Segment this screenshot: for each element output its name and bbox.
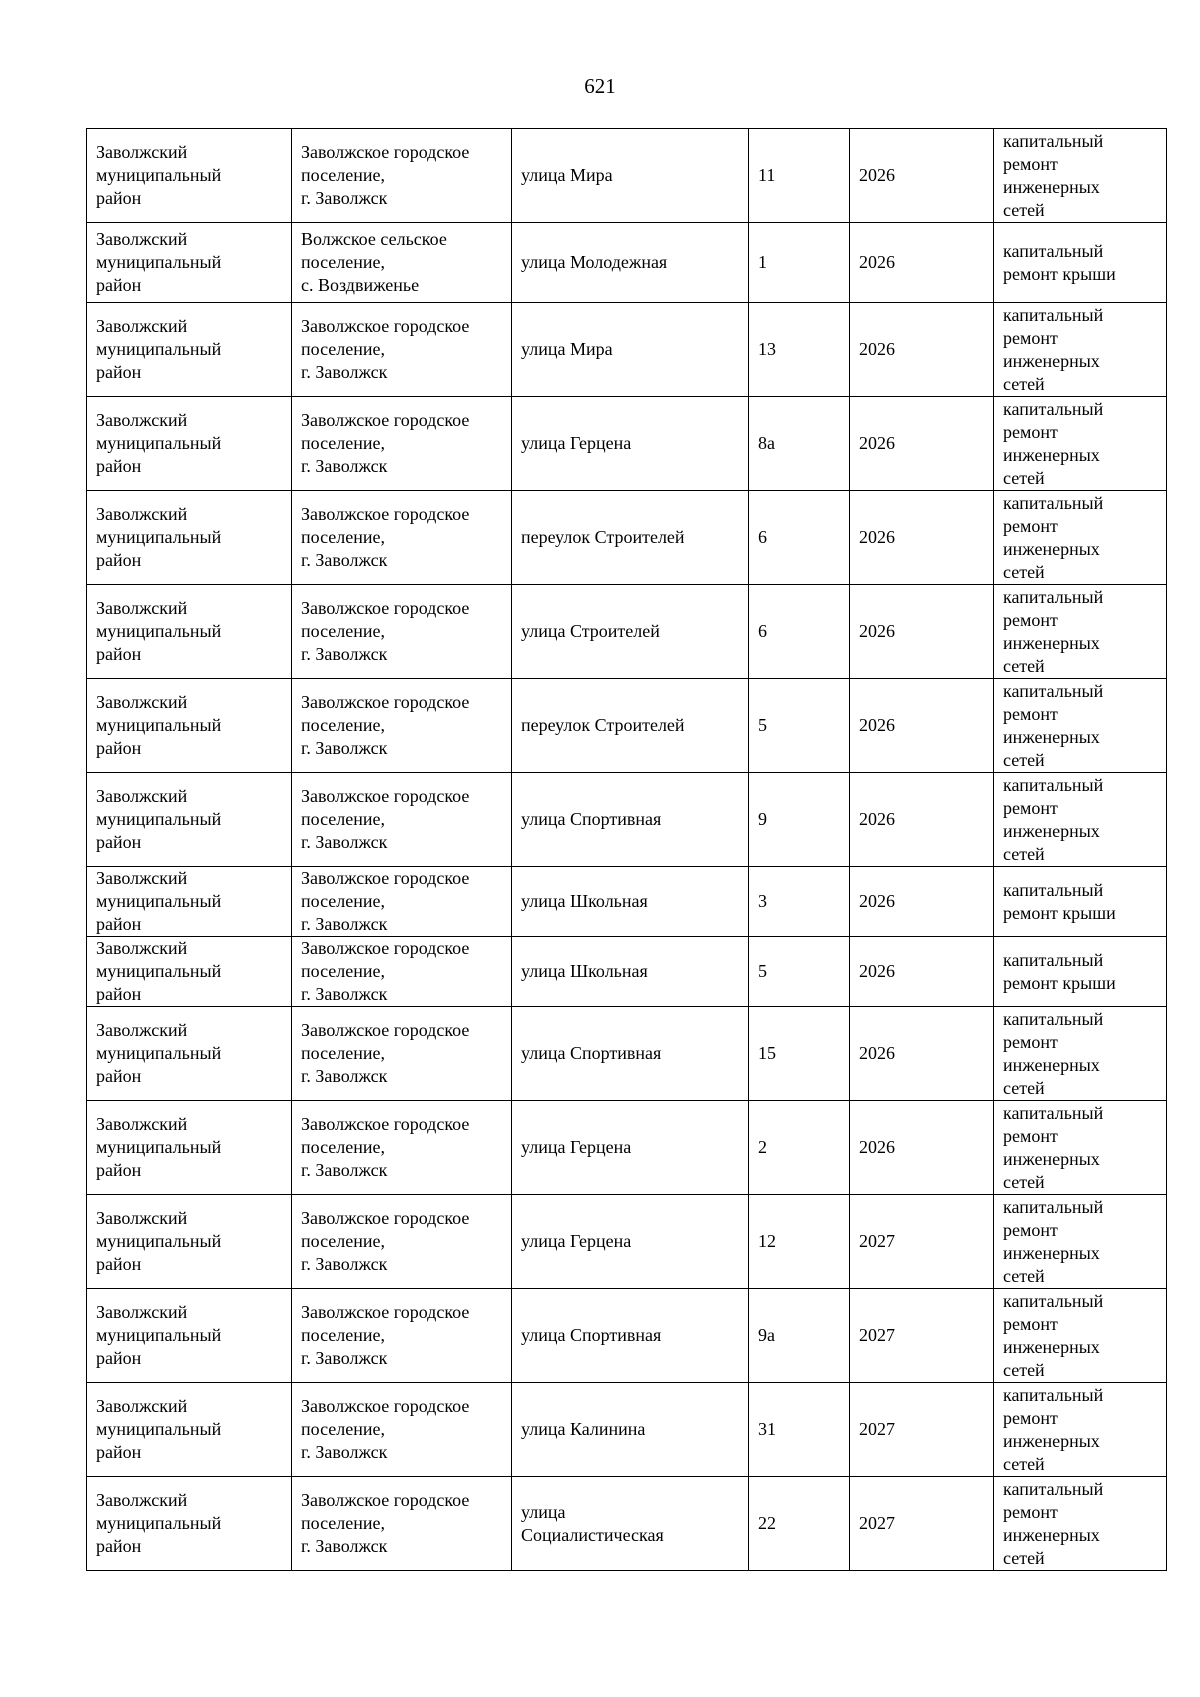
year-cell [850, 223, 994, 303]
work-type-cell-text: капитальный ремонт инженерных сетей [1003, 1196, 1104, 1286]
district-cell-text: Заволжский муниципальный район [96, 1114, 222, 1180]
year-cell [850, 679, 994, 773]
house-number-cell-text: 13 [758, 339, 776, 359]
house-number-cell-text: 5 [758, 715, 767, 735]
street-cell-text: улица Молодежная [521, 252, 668, 272]
house-number-cell-text: 22 [758, 1513, 776, 1533]
district-cell [87, 679, 292, 773]
street-cell [512, 937, 749, 1007]
work-type-cell [994, 223, 1167, 303]
work-type-cell [994, 937, 1167, 1007]
table-row [87, 397, 1167, 491]
work-type-cell [994, 773, 1167, 867]
settlement-cell [292, 585, 512, 679]
work-type-cell-text: капитальный ремонт инженерных сетей [1003, 680, 1104, 770]
settlement-cell [292, 937, 512, 1007]
table-row [87, 585, 1167, 679]
settlement-cell [292, 1195, 512, 1289]
table-row [87, 937, 1167, 1007]
work-type-cell [994, 867, 1167, 937]
street-cell [512, 223, 749, 303]
work-type-cell-text: капитальный ремонт крыши [1003, 240, 1116, 284]
house-number-cell [749, 223, 850, 303]
settlement-cell-text: Заволжское городское поселение, г. Заволжск [301, 1208, 470, 1274]
district-cell-text: Заволжский муниципальный район [96, 229, 222, 295]
district-cell [87, 1195, 292, 1289]
settlement-cell [292, 1101, 512, 1195]
year-cell [850, 1101, 994, 1195]
district-cell-text: Заволжский муниципальный район [96, 410, 222, 476]
work-type-cell-text: капитальный ремонт инженерных сетей [1003, 586, 1104, 676]
house-number-cell-text: 2 [758, 1137, 767, 1157]
settlement-cell-text: Заволжское городское поселение, г. Заволжск [301, 598, 470, 664]
house-number-cell-text: 8а [758, 433, 775, 453]
district-cell-text: Заволжский муниципальный район [96, 142, 222, 208]
work-type-cell [994, 1383, 1167, 1477]
street-cell [512, 679, 749, 773]
work-type-cell [994, 303, 1167, 397]
street-cell [512, 1383, 749, 1477]
table-row [87, 1007, 1167, 1101]
year-cell [850, 1477, 994, 1571]
work-type-cell [994, 1477, 1167, 1571]
street-cell [512, 1289, 749, 1383]
work-type-cell-text: капитальный ремонт инженерных сетей [1003, 130, 1104, 220]
table-row [87, 1383, 1167, 1477]
house-number-cell [749, 397, 850, 491]
house-number-cell [749, 679, 850, 773]
street-cell-text: переулок Строителей [521, 527, 685, 547]
settlement-cell-text: Заволжское городское поселение, г. Заволжск [301, 1302, 470, 1368]
district-cell [87, 303, 292, 397]
street-cell [512, 1101, 749, 1195]
house-number-cell-text: 15 [758, 1043, 776, 1063]
year-cell [850, 1289, 994, 1383]
house-number-cell [749, 1007, 850, 1101]
district-cell-text: Заволжский муниципальный район [96, 1490, 222, 1556]
settlement-cell-text: Заволжское городское поселение, г. Заволжск [301, 142, 470, 208]
house-number-cell [749, 585, 850, 679]
house-number-cell-text: 11 [758, 165, 776, 185]
district-cell [87, 1007, 292, 1101]
district-cell [87, 937, 292, 1007]
year-cell [850, 303, 994, 397]
settlement-cell [292, 1289, 512, 1383]
year-cell [850, 867, 994, 937]
house-number-cell-text: 1 [758, 252, 767, 272]
street-cell-text: улица Спортивная [521, 1043, 662, 1063]
work-type-cell [994, 679, 1167, 773]
street-cell [512, 1477, 749, 1571]
house-number-cell [749, 1195, 850, 1289]
year-cell-text: 2026 [859, 809, 895, 829]
table-row [87, 867, 1167, 937]
work-type-cell-text: капитальный ремонт инженерных сетей [1003, 1478, 1104, 1568]
year-cell [850, 1007, 994, 1101]
house-number-cell [749, 773, 850, 867]
work-type-cell-text: капитальный ремонт инженерных сетей [1003, 1008, 1104, 1098]
settlement-cell-text: Заволжское городское поселение, г. Заволжск [301, 1114, 470, 1180]
year-cell [850, 585, 994, 679]
year-cell [850, 129, 994, 223]
street-cell [512, 303, 749, 397]
year-cell [850, 937, 994, 1007]
year-cell [850, 1195, 994, 1289]
settlement-cell [292, 303, 512, 397]
work-type-cell-text: капитальный ремонт инженерных сетей [1003, 492, 1104, 582]
settlement-cell [292, 491, 512, 585]
settlement-cell [292, 1007, 512, 1101]
street-cell-text: улица Социалистическая [521, 1501, 664, 1545]
street-cell-text: улица Герцена [521, 1231, 632, 1251]
district-cell-text: Заволжский муниципальный район [96, 598, 222, 664]
street-cell-text: улица Строителей [521, 621, 660, 641]
house-number-cell-text: 12 [758, 1231, 776, 1251]
settlement-cell-text: Заволжское городское поселение, г. Заволжск [301, 786, 470, 852]
year-cell-text: 2026 [859, 433, 895, 453]
year-cell [850, 397, 994, 491]
work-type-cell-text: капитальный ремонт инженерных сетей [1003, 1384, 1104, 1474]
street-cell-text: улица Школьная [521, 961, 648, 981]
district-cell [87, 397, 292, 491]
page-number: 621 [584, 74, 616, 98]
settlement-cell-text: Заволжское городское поселение, г. Заволжск [301, 1396, 470, 1462]
settlement-cell [292, 397, 512, 491]
house-number-cell-text: 9а [758, 1325, 775, 1345]
settlement-cell [292, 1383, 512, 1477]
house-number-cell-text: 31 [758, 1419, 776, 1439]
year-cell-text: 2026 [859, 621, 895, 641]
district-cell [87, 491, 292, 585]
street-cell [512, 397, 749, 491]
year-cell-text: 2026 [859, 961, 895, 981]
work-type-cell-text: капитальный ремонт инженерных сетей [1003, 398, 1104, 488]
work-type-cell [994, 1101, 1167, 1195]
house-number-cell [749, 1101, 850, 1195]
house-number-cell-text: 6 [758, 621, 767, 641]
year-cell-text: 2027 [859, 1231, 895, 1251]
year-cell-text: 2026 [859, 527, 895, 547]
street-cell [512, 1195, 749, 1289]
district-cell [87, 1383, 292, 1477]
year-cell-text: 2026 [859, 1043, 895, 1063]
settlement-cell-text: Заволжское городское поселение, г. Заволжск [301, 316, 470, 382]
year-cell-text: 2026 [859, 715, 895, 735]
district-cell-text: Заволжский муниципальный район [96, 1020, 222, 1086]
year-cell-text: 2027 [859, 1419, 895, 1439]
district-cell [87, 1289, 292, 1383]
district-cell-text: Заволжский муниципальный район [96, 316, 222, 382]
settlement-cell-text: Заволжское городское поселение, г. Заволжск [301, 868, 470, 934]
district-cell [87, 1101, 292, 1195]
settlement-cell [292, 679, 512, 773]
street-cell-text: улица Мира [521, 339, 613, 359]
house-number-cell [749, 1477, 850, 1571]
settlement-cell [292, 1477, 512, 1571]
settlement-cell-text: Волжское сельское поселение, с. Воздвиженье [301, 229, 447, 295]
work-type-cell-text: капитальный ремонт крыши [1003, 949, 1116, 993]
table-row [87, 129, 1167, 223]
district-cell [87, 773, 292, 867]
district-cell [87, 129, 292, 223]
table-row [87, 679, 1167, 773]
work-type-cell [994, 491, 1167, 585]
house-number-cell [749, 129, 850, 223]
house-number-cell [749, 1383, 850, 1477]
house-number-cell-text: 5 [758, 961, 767, 981]
year-cell-text: 2026 [859, 252, 895, 272]
street-cell-text: переулок Строителей [521, 715, 685, 735]
work-type-cell [994, 129, 1167, 223]
work-type-cell [994, 585, 1167, 679]
year-cell-text: 2027 [859, 1513, 895, 1533]
work-type-cell [994, 1289, 1167, 1383]
year-cell-text: 2026 [859, 1137, 895, 1157]
district-cell-text: Заволжский муниципальный район [96, 1396, 222, 1462]
settlement-cell [292, 129, 512, 223]
house-number-cell-text: 9 [758, 809, 767, 829]
settlement-cell [292, 773, 512, 867]
work-type-cell [994, 397, 1167, 491]
street-cell [512, 867, 749, 937]
district-cell-text: Заволжский муниципальный район [96, 938, 222, 1004]
table-row [87, 1477, 1167, 1571]
street-cell [512, 491, 749, 585]
district-cell-text: Заволжский муниципальный район [96, 868, 222, 934]
street-cell [512, 585, 749, 679]
work-type-cell-text: капитальный ремонт крыши [1003, 879, 1116, 923]
street-cell-text: улица Спортивная [521, 1325, 662, 1345]
work-type-cell-text: капитальный ремонт инженерных сетей [1003, 1290, 1104, 1380]
table-row [87, 773, 1167, 867]
district-cell-text: Заволжский муниципальный район [96, 504, 222, 570]
house-number-cell-text: 3 [758, 891, 767, 911]
street-cell-text: улица Школьная [521, 891, 648, 911]
work-type-cell-text: капитальный ремонт инженерных сетей [1003, 304, 1104, 394]
district-cell-text: Заволжский муниципальный район [96, 1302, 222, 1368]
settlement-cell [292, 867, 512, 937]
settlement-cell-text: Заволжское городское поселение, г. Заволжск [301, 410, 470, 476]
table-row [87, 303, 1167, 397]
settlement-cell-text: Заволжское городское поселение, г. Заволжск [301, 1490, 470, 1556]
district-cell-text: Заволжский муниципальный район [96, 1208, 222, 1274]
year-cell-text: 2027 [859, 1325, 895, 1345]
settlement-cell-text: Заволжское городское поселение, г. Заволжск [301, 1020, 470, 1086]
year-cell-text: 2026 [859, 891, 895, 911]
house-number-cell [749, 303, 850, 397]
settlement-cell-text: Заволжское городское поселение, г. Заволжск [301, 504, 470, 570]
housing-repair-table [86, 128, 1167, 1571]
district-cell [87, 1477, 292, 1571]
street-cell [512, 1007, 749, 1101]
street-cell-text: улица Герцена [521, 1137, 632, 1157]
table-body [87, 129, 1167, 1571]
house-number-cell [749, 937, 850, 1007]
settlement-cell [292, 223, 512, 303]
street-cell-text: улица Спортивная [521, 809, 662, 829]
district-cell-text: Заволжский муниципальный район [96, 692, 222, 758]
table-row [87, 1289, 1167, 1383]
street-cell-text: улица Калинина [521, 1419, 646, 1439]
district-cell-text: Заволжский муниципальный район [96, 786, 222, 852]
district-cell [87, 867, 292, 937]
street-cell-text: улица Мира [521, 165, 613, 185]
house-number-cell [749, 1289, 850, 1383]
street-cell [512, 773, 749, 867]
year-cell [850, 491, 994, 585]
house-number-cell [749, 867, 850, 937]
work-type-cell-text: капитальный ремонт инженерных сетей [1003, 1102, 1104, 1192]
year-cell-text: 2026 [859, 165, 895, 185]
table-row [87, 491, 1167, 585]
street-cell-text: улица Герцена [521, 433, 632, 453]
work-type-cell-text: капитальный ремонт инженерных сетей [1003, 774, 1104, 864]
work-type-cell [994, 1195, 1167, 1289]
house-number-cell [749, 491, 850, 585]
table-row [87, 1101, 1167, 1195]
year-cell [850, 1383, 994, 1477]
table-row [87, 1195, 1167, 1289]
district-cell [87, 585, 292, 679]
district-cell [87, 223, 292, 303]
settlement-cell-text: Заволжское городское поселение, г. Заволжск [301, 692, 470, 758]
settlement-cell-text: Заволжское городское поселение, г. Заволжск [301, 938, 470, 1004]
street-cell [512, 129, 749, 223]
table-row [87, 223, 1167, 303]
house-number-cell-text: 6 [758, 527, 767, 547]
year-cell-text: 2026 [859, 339, 895, 359]
work-type-cell [994, 1007, 1167, 1101]
year-cell [850, 773, 994, 867]
